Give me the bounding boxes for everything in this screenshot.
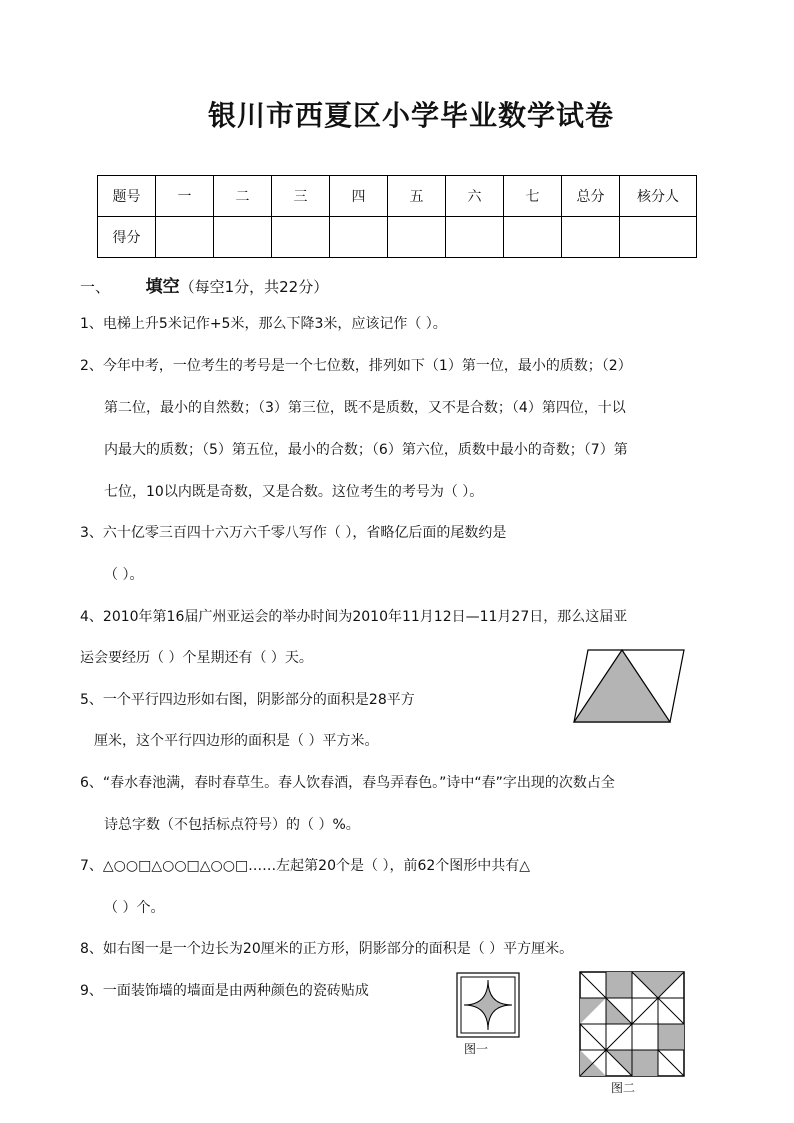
- question-2-line-3: 内最大的质数；（5）第五位，最小的合数；（6）第六位，质数中最小的奇数；（7）第: [104, 442, 628, 458]
- score-input-cell[interactable]: [620, 217, 697, 258]
- tile-shaded: [606, 972, 632, 998]
- page-title: 银川市西夏区小学毕业数学试卷: [208, 99, 615, 132]
- figure-two: [578, 970, 688, 1078]
- section-heading: [80, 272, 328, 297]
- question-1: 1、电梯上升5米记作+5米，那么下降3米，应该记作（ ）。: [80, 316, 447, 332]
- section-note: （每空1分，共22分）: [179, 278, 329, 296]
- table-cell: 核分人: [620, 176, 697, 217]
- score-input-cell[interactable]: [330, 217, 388, 258]
- figure-one: [456, 972, 520, 1038]
- question-4-line-2: 运会要经历（ ）个星期还有（ ）天。: [80, 650, 313, 666]
- score-input-cell[interactable]: [156, 217, 214, 258]
- score-table: [97, 175, 697, 258]
- question-6-line-1: 6、“春水春池满，春时春草生。春人饮春酒，春鸟弄春色。”诗中“春”字出现的次数占全: [80, 775, 615, 791]
- question-4-line-1: 4、2010年第16届广州亚运会的举办时间为2010年11月12日—11月27日，那么这届亚: [80, 609, 628, 625]
- table-cell: 二: [214, 176, 272, 217]
- table-cell: 三: [272, 176, 330, 217]
- figure-two-caption: 图二: [611, 1081, 636, 1095]
- table-cell: 五: [388, 176, 446, 217]
- question-2-line-1: 2、今年中考，一位考生的考号是一个七位数，排列如下（1）第一位，最小的质数；（2）: [80, 358, 632, 374]
- section-number: 一、: [80, 278, 111, 296]
- question-2-line-4: 七位，10以内既是奇数，又是合数。这位考生的考号为（ ）。: [104, 484, 484, 500]
- table-cell: 一: [156, 176, 214, 217]
- question-8: 8、如右图一是一个边长为20厘米的正方形，阴影部分的面积是（ ）平方厘米。: [80, 941, 574, 957]
- tile-shaded: [632, 1050, 658, 1076]
- table-cell: 七: [504, 176, 562, 217]
- question-7-line-2: （ ）个。: [104, 900, 165, 916]
- section-title: 填空: [145, 277, 180, 297]
- figure-one-caption: 图一: [464, 1042, 489, 1056]
- question-9: 9、一面装饰墙的墙面是由两种颜色的瓷砖贴成: [80, 983, 369, 999]
- question-6-line-2: 诗总字数（不包括标点符号）的（ ）%。: [104, 817, 360, 833]
- table-cell: 得分: [98, 217, 156, 258]
- question-3-line-2: （ ）。: [104, 567, 144, 583]
- table-cell: 四: [330, 176, 388, 217]
- question-3-line-1: 3、六十亿零三百四十六万六千零八写作（ ），省略亿后面的尾数约是: [80, 525, 507, 541]
- parallelogram-figure: [572, 648, 692, 726]
- score-input-cell[interactable]: [214, 217, 272, 258]
- score-input-cell[interactable]: [272, 217, 330, 258]
- score-input-cell[interactable]: [388, 217, 446, 258]
- question-2-line-2: 第二位，最小的自然数；（3）第三位，既不是质数，又不是合数；（4）第四位，十以: [104, 400, 626, 416]
- score-input-cell[interactable]: [562, 217, 620, 258]
- tile-shaded: [658, 1024, 684, 1050]
- score-input-cell[interactable]: [446, 217, 504, 258]
- score-table-score-row: [98, 217, 697, 258]
- table-cell: 题号: [98, 176, 156, 217]
- score-input-cell[interactable]: [504, 217, 562, 258]
- score-table-header-row: [98, 176, 697, 217]
- table-cell: 总分: [562, 176, 620, 217]
- question-7-line-1: 7、△○○□△○○□△○○□……左起第20个是（ ），前62个图形中共有△: [80, 858, 531, 874]
- question-5-line-1: 5、一个平行四边形如右图，阴影部分的面积是28平方: [80, 692, 415, 708]
- table-cell: 六: [446, 176, 504, 217]
- question-5-line-2: 厘米，这个平行四边形的面积是（ ）平方米。: [94, 733, 379, 749]
